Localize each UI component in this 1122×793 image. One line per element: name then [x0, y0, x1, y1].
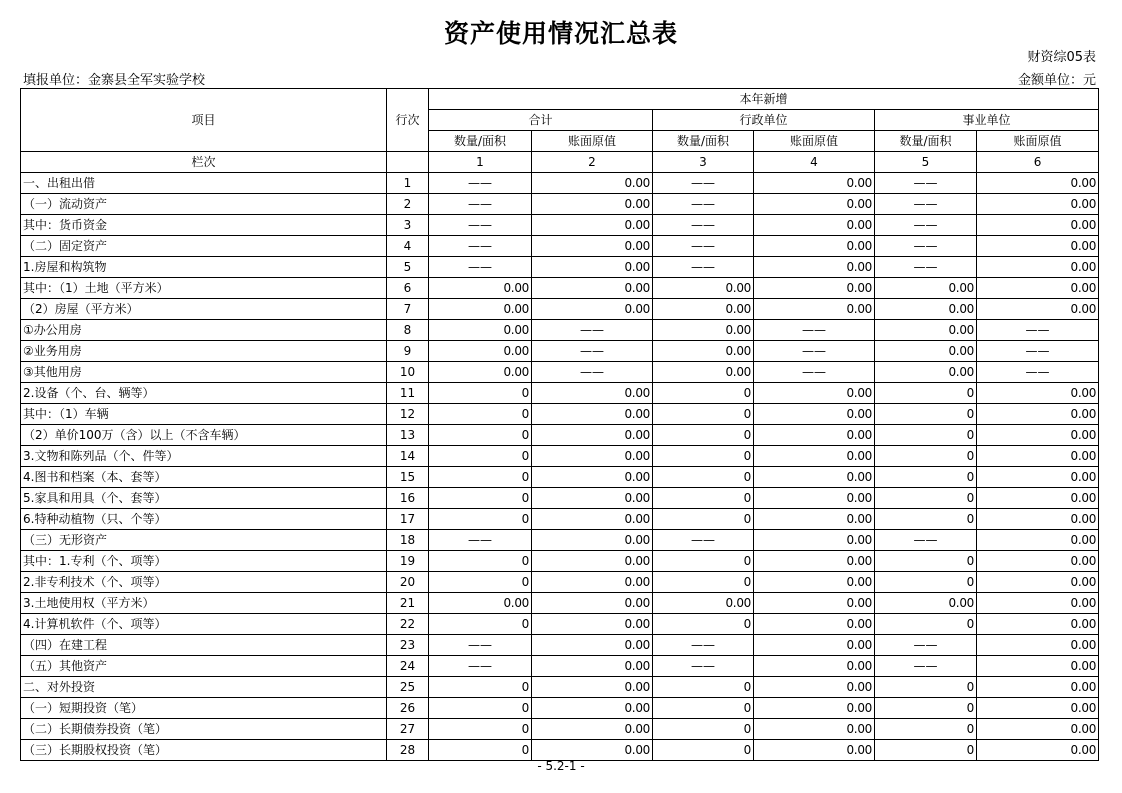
dash-cell: ——	[875, 257, 977, 278]
row-number: 27	[387, 719, 429, 740]
value-cell: 0	[429, 740, 532, 761]
dash-cell: ——	[429, 173, 532, 194]
value-cell: 0.00	[977, 194, 1099, 215]
value-cell: 0.00	[754, 614, 875, 635]
row-label: （一）流动资产	[21, 194, 387, 215]
value-cell: 0.00	[977, 509, 1099, 530]
value-cell: 0.00	[653, 593, 754, 614]
value-cell: 0.00	[754, 299, 875, 320]
row-label: ③其他用房	[21, 362, 387, 383]
value-cell: 0.00	[754, 572, 875, 593]
header-column-label: 栏次	[21, 152, 387, 173]
value-cell: 0.00	[977, 572, 1099, 593]
dash-cell: ——	[429, 656, 532, 677]
value-cell: 0	[653, 677, 754, 698]
value-cell: 0	[653, 719, 754, 740]
value-cell: 0.00	[977, 236, 1099, 257]
row-number: 19	[387, 551, 429, 572]
row-number: 23	[387, 635, 429, 656]
table-row	[21, 551, 1099, 572]
value-cell: 0.00	[977, 593, 1099, 614]
value-cell: 0.00	[875, 593, 977, 614]
value-cell: 0	[653, 551, 754, 572]
row-number: 20	[387, 572, 429, 593]
value-cell: 0	[429, 719, 532, 740]
dash-cell: ——	[875, 530, 977, 551]
value-cell: 0.00	[532, 278, 653, 299]
row-number: 4	[387, 236, 429, 257]
report-title: 资产使用情况汇总表	[443, 19, 678, 48]
dash-cell: ——	[429, 530, 532, 551]
currency-unit: 金额单位：元	[1017, 73, 1096, 88]
value-cell: 0.00	[653, 299, 754, 320]
row-label: 二、对外投资	[21, 677, 387, 698]
header-total-qty: 数量/面积	[429, 131, 532, 152]
table-row	[21, 341, 1099, 362]
row-number: 26	[387, 698, 429, 719]
value-cell: 0.00	[754, 467, 875, 488]
dash-cell: ——	[875, 173, 977, 194]
value-cell: 0	[653, 467, 754, 488]
value-cell: 0.00	[754, 698, 875, 719]
table-row	[21, 446, 1099, 467]
value-cell: 0	[429, 572, 532, 593]
header-col-number-5: 5	[875, 152, 977, 173]
value-cell: 0.00	[977, 446, 1099, 467]
value-cell: 0.00	[754, 383, 875, 404]
row-label: 其中：货币资金	[21, 215, 387, 236]
row-label: 1.房屋和构筑物	[21, 257, 387, 278]
dash-cell: ——	[875, 656, 977, 677]
row-number: 12	[387, 404, 429, 425]
value-cell: 0.00	[429, 341, 532, 362]
row-label: （一）短期投资（笔）	[21, 698, 387, 719]
row-number: 1	[387, 173, 429, 194]
row-number: 6	[387, 278, 429, 299]
value-cell: 0.00	[754, 530, 875, 551]
reporting-unit: 填报单位：金寨县全军实验学校	[23, 73, 206, 88]
dash-cell: ——	[875, 194, 977, 215]
row-label: （三）无形资产	[21, 530, 387, 551]
row-number: 14	[387, 446, 429, 467]
row-number: 8	[387, 320, 429, 341]
value-cell: 0.00	[429, 362, 532, 383]
row-label: （二）长期债券投资（笔）	[21, 719, 387, 740]
value-cell: 0.00	[754, 740, 875, 761]
value-cell: 0.00	[977, 677, 1099, 698]
table-row	[21, 530, 1099, 551]
dash-cell: ——	[429, 194, 532, 215]
value-cell: 0.00	[532, 740, 653, 761]
value-cell: 0.00	[532, 488, 653, 509]
dash-cell: ——	[875, 635, 977, 656]
table-row	[21, 467, 1099, 488]
table-row	[21, 383, 1099, 404]
value-cell: 0	[429, 467, 532, 488]
value-cell: 0.00	[977, 698, 1099, 719]
header-col-number-2: 2	[532, 152, 653, 173]
value-cell: 0.00	[532, 467, 653, 488]
value-cell: 0	[429, 551, 532, 572]
value-cell: 0	[653, 698, 754, 719]
value-cell: 0.00	[532, 299, 653, 320]
value-cell: 0	[653, 383, 754, 404]
value-cell: 0.00	[977, 257, 1099, 278]
value-cell: 0	[875, 677, 977, 698]
row-label: 5.家具和用具（个、套等）	[21, 488, 387, 509]
value-cell: 0.00	[532, 572, 653, 593]
header-public-qty: 数量/面积	[875, 131, 977, 152]
value-cell: 0.00	[754, 257, 875, 278]
dash-cell: ——	[653, 215, 754, 236]
value-cell: 0.00	[429, 320, 532, 341]
value-cell: 0	[653, 740, 754, 761]
row-number: 18	[387, 530, 429, 551]
row-label: ②业务用房	[21, 341, 387, 362]
header-admin-book-value: 账面原值	[754, 131, 875, 152]
header-admin-qty: 数量/面积	[653, 131, 754, 152]
value-cell: 0.00	[977, 404, 1099, 425]
table-row	[21, 593, 1099, 614]
value-cell: 0.00	[754, 551, 875, 572]
row-number: 11	[387, 383, 429, 404]
value-cell: 0.00	[977, 467, 1099, 488]
dash-cell: ——	[653, 236, 754, 257]
row-number: 13	[387, 425, 429, 446]
dash-cell: ——	[653, 173, 754, 194]
value-cell: 0.00	[532, 593, 653, 614]
value-cell: 0	[429, 446, 532, 467]
header-total-book-value: 账面原值	[532, 131, 653, 152]
table-row	[21, 236, 1099, 257]
row-number: 28	[387, 740, 429, 761]
value-cell: 0.00	[754, 656, 875, 677]
dash-cell: ——	[754, 362, 875, 383]
value-cell: 0	[653, 404, 754, 425]
value-cell: 0	[653, 446, 754, 467]
value-cell: 0.00	[532, 509, 653, 530]
dash-cell: ——	[653, 257, 754, 278]
value-cell: 0	[429, 383, 532, 404]
header-item: 项目	[21, 89, 387, 152]
row-label: 其中：（1）车辆	[21, 404, 387, 425]
value-cell: 0.00	[754, 236, 875, 257]
value-cell: 0.00	[875, 362, 977, 383]
value-cell: 0.00	[754, 635, 875, 656]
value-cell: 0.00	[532, 614, 653, 635]
row-number: 17	[387, 509, 429, 530]
value-cell: 0.00	[754, 215, 875, 236]
value-cell: 0.00	[875, 320, 977, 341]
dash-cell: ——	[754, 320, 875, 341]
value-cell: 0.00	[532, 530, 653, 551]
row-number: 25	[387, 677, 429, 698]
value-cell: 0.00	[532, 404, 653, 425]
row-label: 3.文物和陈列品（个、件等）	[21, 446, 387, 467]
value-cell: 0.00	[977, 215, 1099, 236]
row-number: 5	[387, 257, 429, 278]
table-row	[21, 677, 1099, 698]
value-cell: 0.00	[429, 278, 532, 299]
asset-usage-table	[20, 88, 1099, 761]
value-cell: 0.00	[977, 530, 1099, 551]
row-label: 3.土地使用权（平方米）	[21, 593, 387, 614]
table-row	[21, 320, 1099, 341]
row-label: （2）单价100万（含）以上（不含车辆）	[21, 425, 387, 446]
value-cell: 0	[429, 488, 532, 509]
row-number: 7	[387, 299, 429, 320]
value-cell: 0	[875, 614, 977, 635]
value-cell: 0.00	[754, 194, 875, 215]
value-cell: 0	[875, 488, 977, 509]
dash-cell: ——	[429, 236, 532, 257]
value-cell: 0	[653, 509, 754, 530]
dash-cell: ——	[532, 320, 653, 341]
value-cell: 0	[429, 614, 532, 635]
row-label: （二）固定资产	[21, 236, 387, 257]
value-cell: 0.00	[532, 194, 653, 215]
row-label: 4.图书和档案（本、套等）	[21, 467, 387, 488]
value-cell: 0.00	[754, 425, 875, 446]
table-row	[21, 719, 1099, 740]
row-label: 其中：1.专利（个、项等）	[21, 551, 387, 572]
row-number: 21	[387, 593, 429, 614]
row-label: 其中：（1）土地（平方米）	[21, 278, 387, 299]
row-number: 2	[387, 194, 429, 215]
value-cell: 0.00	[532, 677, 653, 698]
value-cell: 0.00	[875, 341, 977, 362]
row-number: 3	[387, 215, 429, 236]
table-row	[21, 698, 1099, 719]
table-row	[21, 404, 1099, 425]
value-cell: 0	[875, 425, 977, 446]
dash-cell: ——	[875, 236, 977, 257]
value-cell: 0	[875, 509, 977, 530]
value-cell: 0.00	[977, 488, 1099, 509]
header-col-number-3: 3	[653, 152, 754, 173]
header-col-number-4: 4	[754, 152, 875, 173]
value-cell: 0.00	[977, 614, 1099, 635]
value-cell: 0.00	[429, 299, 532, 320]
row-number: 22	[387, 614, 429, 635]
row-number: 9	[387, 341, 429, 362]
row-label: 2.非专利技术（个、项等）	[21, 572, 387, 593]
value-cell: 0	[875, 740, 977, 761]
value-cell: 0.00	[532, 425, 653, 446]
dash-cell: ——	[653, 530, 754, 551]
value-cell: 0	[875, 383, 977, 404]
row-label: （三）长期股权投资（笔）	[21, 740, 387, 761]
value-cell: 0.00	[653, 341, 754, 362]
table-row	[21, 635, 1099, 656]
row-number: 16	[387, 488, 429, 509]
header-new-this-year: 本年新增	[429, 89, 1099, 110]
row-number: 10	[387, 362, 429, 383]
header-admin-unit: 行政单位	[653, 110, 875, 131]
dash-cell: ——	[754, 341, 875, 362]
value-cell: 0.00	[754, 173, 875, 194]
table-row	[21, 509, 1099, 530]
value-cell: 0	[875, 446, 977, 467]
value-cell: 0.00	[875, 278, 977, 299]
row-label: （2）房屋（平方米）	[21, 299, 387, 320]
dash-cell: ——	[429, 635, 532, 656]
table-row	[21, 614, 1099, 635]
value-cell: 0	[875, 719, 977, 740]
value-cell: 0	[653, 614, 754, 635]
table-row	[21, 173, 1099, 194]
row-number: 15	[387, 467, 429, 488]
dash-cell: ——	[532, 362, 653, 383]
row-label: 6.特种动植物（只、个等）	[21, 509, 387, 530]
value-cell: 0.00	[653, 362, 754, 383]
dash-cell: ——	[653, 635, 754, 656]
value-cell: 0.00	[754, 278, 875, 299]
value-cell: 0.00	[977, 740, 1099, 761]
value-cell: 0.00	[532, 698, 653, 719]
dash-cell: ——	[875, 215, 977, 236]
table-row	[21, 215, 1099, 236]
value-cell: 0.00	[532, 635, 653, 656]
table-row	[21, 257, 1099, 278]
table-row	[21, 488, 1099, 509]
value-cell: 0.00	[977, 719, 1099, 740]
row-label: ①办公用房	[21, 320, 387, 341]
value-cell: 0	[875, 551, 977, 572]
value-cell: 0.00	[532, 383, 653, 404]
dash-cell: ——	[653, 656, 754, 677]
row-label: （四）在建工程	[21, 635, 387, 656]
value-cell: 0.00	[977, 383, 1099, 404]
value-cell: 0	[653, 572, 754, 593]
value-cell: 0	[429, 677, 532, 698]
dash-cell: ——	[977, 320, 1099, 341]
value-cell: 0	[429, 698, 532, 719]
value-cell: 0.00	[754, 593, 875, 614]
value-cell: 0.00	[754, 719, 875, 740]
header-row-no: 行次	[387, 89, 429, 152]
value-cell: 0.00	[532, 656, 653, 677]
value-cell: 0	[875, 467, 977, 488]
value-cell: 0	[429, 425, 532, 446]
row-label: 2.设备（个、台、辆等）	[21, 383, 387, 404]
value-cell: 0	[429, 509, 532, 530]
value-cell: 0.00	[532, 173, 653, 194]
value-cell: 0.00	[532, 551, 653, 572]
value-cell: 0.00	[754, 509, 875, 530]
value-cell: 0.00	[875, 299, 977, 320]
header-column-label-blank	[387, 152, 429, 173]
value-cell: 0	[429, 404, 532, 425]
row-label: 一、出租出借	[21, 173, 387, 194]
table-row	[21, 194, 1099, 215]
table-row	[21, 740, 1099, 761]
row-number: 24	[387, 656, 429, 677]
row-label: （五）其他资产	[21, 656, 387, 677]
value-cell: 0.00	[754, 446, 875, 467]
value-cell: 0.00	[532, 215, 653, 236]
dash-cell: ——	[977, 362, 1099, 383]
dash-cell: ——	[532, 341, 653, 362]
row-label: 4.计算机软件（个、项等）	[21, 614, 387, 635]
value-cell: 0.00	[754, 488, 875, 509]
header-col-number-6: 6	[977, 152, 1099, 173]
value-cell: 0.00	[532, 446, 653, 467]
dash-cell: ——	[429, 215, 532, 236]
value-cell: 0.00	[977, 173, 1099, 194]
value-cell: 0.00	[977, 425, 1099, 446]
table-body	[21, 173, 1099, 761]
value-cell: 0	[875, 572, 977, 593]
value-cell: 0	[653, 425, 754, 446]
header-public-book-value: 账面原值	[977, 131, 1099, 152]
value-cell: 0.00	[977, 278, 1099, 299]
value-cell: 0.00	[532, 236, 653, 257]
value-cell: 0	[875, 698, 977, 719]
table-row	[21, 425, 1099, 446]
value-cell: 0.00	[429, 593, 532, 614]
table-row	[21, 572, 1099, 593]
dash-cell: ——	[977, 341, 1099, 362]
value-cell: 0.00	[754, 404, 875, 425]
value-cell: 0.00	[977, 551, 1099, 572]
value-cell: 0	[875, 404, 977, 425]
header-col-number-1: 1	[429, 152, 532, 173]
value-cell: 0.00	[532, 719, 653, 740]
value-cell: 0.00	[754, 677, 875, 698]
form-number: 财资综05表	[1027, 50, 1096, 65]
table-row	[21, 656, 1099, 677]
value-cell: 0	[653, 488, 754, 509]
table-row	[21, 299, 1099, 320]
header-total: 合计	[429, 110, 653, 131]
value-cell: 0.00	[977, 299, 1099, 320]
value-cell: 0.00	[532, 257, 653, 278]
value-cell: 0.00	[977, 635, 1099, 656]
dash-cell: ——	[653, 194, 754, 215]
value-cell: 0.00	[653, 320, 754, 341]
page-footer: - 5.2-1 -	[537, 759, 585, 773]
table-row	[21, 278, 1099, 299]
dash-cell: ——	[429, 257, 532, 278]
value-cell: 0.00	[977, 656, 1099, 677]
table-row	[21, 362, 1099, 383]
value-cell: 0.00	[653, 278, 754, 299]
header-public-unit: 事业单位	[875, 110, 1099, 131]
